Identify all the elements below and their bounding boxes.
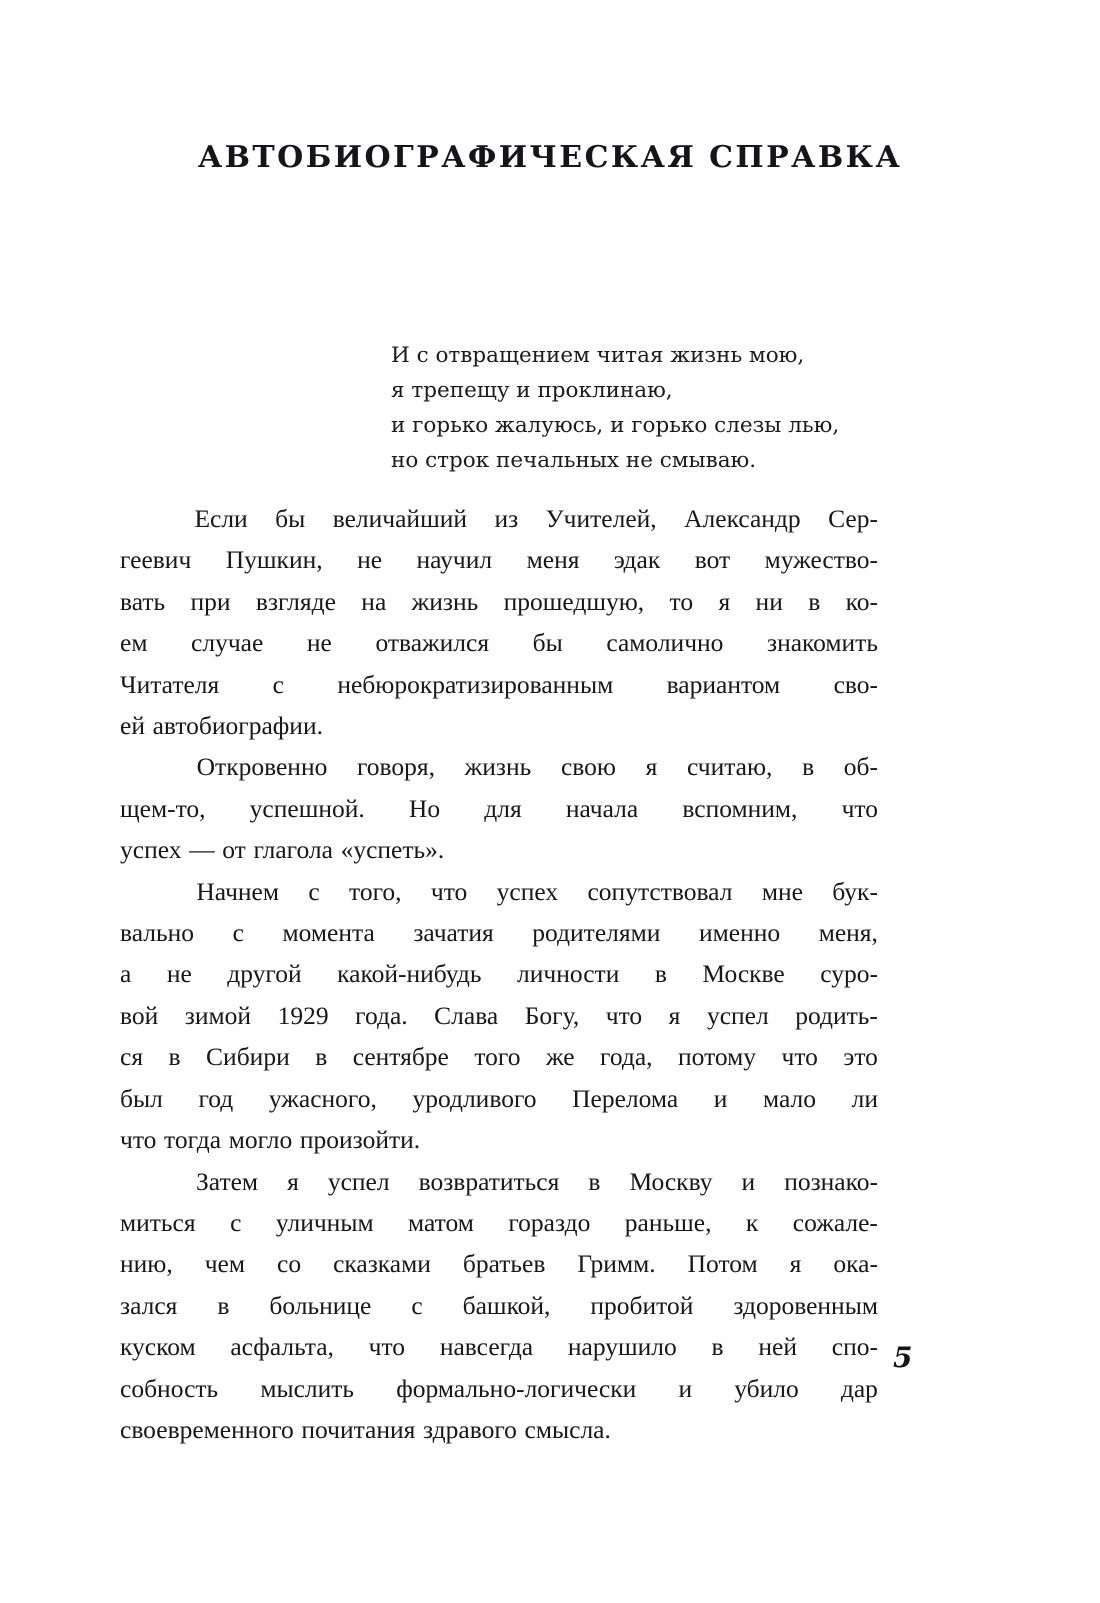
- word: не: [306, 628, 332, 658]
- word: дар: [840, 1373, 878, 1403]
- word: свою: [560, 752, 616, 782]
- word: я: [718, 586, 731, 616]
- word: Затем: [196, 1166, 259, 1196]
- word: в: [711, 1332, 724, 1362]
- word: бы: [532, 628, 563, 658]
- text-line: [120, 539, 878, 580]
- word: Откровенно: [196, 752, 328, 782]
- word: сентябре: [352, 1042, 449, 1072]
- word: в: [315, 1042, 328, 1072]
- paragraph: [120, 1161, 878, 1451]
- text-line: [120, 1326, 878, 1367]
- word: года,: [600, 1042, 653, 1072]
- word: при: [190, 586, 231, 616]
- word: родителями: [532, 918, 661, 948]
- word: спо-: [831, 1332, 878, 1362]
- word: взгляде: [255, 586, 336, 616]
- word: Александр: [684, 504, 801, 533]
- word: бы: [275, 504, 306, 533]
- word: год: [198, 1083, 234, 1113]
- word: гораздо: [508, 1207, 591, 1237]
- text-line: [120, 581, 878, 622]
- word: говоря,: [356, 752, 436, 782]
- word: познако-: [784, 1166, 878, 1196]
- word: что: [368, 1332, 406, 1362]
- word: асфальта,: [230, 1332, 334, 1362]
- word: на: [361, 586, 387, 616]
- word: зался: [120, 1290, 178, 1320]
- word: сожале-: [792, 1207, 878, 1237]
- word: убило: [734, 1373, 799, 1403]
- word: что: [605, 1000, 643, 1030]
- word: суро-: [820, 959, 878, 989]
- word: ли: [851, 1083, 878, 1113]
- word: нарушило: [567, 1332, 677, 1362]
- word: собность: [120, 1373, 219, 1403]
- word: бук-: [832, 876, 878, 906]
- epigraph-line: И с отвращением читая жизнь мою,: [391, 343, 805, 368]
- word: уродливого: [412, 1083, 537, 1113]
- word: вать: [120, 586, 166, 616]
- text-line: [120, 1119, 878, 1160]
- word: Начнем: [196, 876, 279, 906]
- word: матом: [408, 1207, 474, 1237]
- word: геевич: [120, 545, 192, 575]
- word: Потом: [687, 1249, 758, 1279]
- word: личности: [517, 959, 620, 989]
- word: для: [484, 793, 522, 823]
- paragraph: [120, 498, 878, 746]
- text-line: [120, 622, 878, 663]
- word: сво-: [833, 669, 878, 699]
- word: чем: [204, 1249, 245, 1279]
- word: эдак: [613, 545, 661, 575]
- word: смысла.: [524, 1414, 611, 1444]
- word: щем-то,: [120, 793, 206, 823]
- text-line: [120, 995, 878, 1036]
- word: сказками: [333, 1249, 431, 1279]
- word: своевременного: [120, 1414, 294, 1444]
- word: возвратиться: [418, 1166, 560, 1196]
- word: Слава: [434, 1000, 499, 1030]
- word: а: [120, 959, 132, 989]
- word: уличным: [275, 1207, 374, 1237]
- word: мало: [763, 1083, 817, 1113]
- word: зимой: [184, 1000, 252, 1030]
- word: вариантом: [666, 669, 781, 699]
- word: Сер-: [828, 504, 878, 533]
- word: произойти.: [299, 1125, 421, 1155]
- word: года.: [355, 1000, 408, 1030]
- text-line: [120, 1036, 878, 1077]
- word: ни: [755, 586, 783, 616]
- word: с: [272, 669, 284, 699]
- word: того,: [349, 876, 402, 906]
- word: успел: [327, 1166, 390, 1196]
- word: «успеть».: [340, 835, 445, 865]
- word: начала: [565, 793, 639, 823]
- text-line: [120, 1368, 878, 1409]
- word: к: [745, 1207, 759, 1237]
- word: того: [474, 1042, 521, 1072]
- text-line: [120, 1161, 878, 1202]
- word: тогда: [164, 1125, 222, 1155]
- word: момента: [282, 918, 375, 948]
- word: здоровенным: [733, 1290, 878, 1320]
- word: меня,: [818, 918, 878, 948]
- word: раньше,: [624, 1207, 712, 1237]
- word: с: [411, 1290, 423, 1320]
- word: Если: [194, 504, 248, 533]
- text-line: [120, 746, 878, 787]
- word: в: [802, 752, 815, 782]
- word: мыслить: [260, 1373, 355, 1403]
- word: вспомним,: [682, 793, 798, 823]
- word: меня: [526, 545, 580, 575]
- word: и: [678, 1373, 693, 1403]
- text-line: [120, 1243, 878, 1284]
- word: зачатия: [413, 918, 494, 948]
- word: и: [741, 1166, 756, 1196]
- word: какой-нибудь: [337, 959, 482, 989]
- word: прошедшую,: [503, 586, 645, 616]
- word: миться: [120, 1207, 196, 1237]
- word: небюрократизированным: [337, 669, 614, 699]
- word: с: [308, 876, 320, 906]
- word: успех: [120, 835, 182, 865]
- text-line: [120, 664, 878, 705]
- word: башкой,: [462, 1290, 551, 1320]
- word: автобиографии.: [152, 711, 323, 741]
- word: ока-: [833, 1249, 878, 1279]
- word: 1929: [277, 1000, 329, 1030]
- word: что: [841, 793, 878, 823]
- page-number: 5: [893, 1341, 913, 1374]
- word: жизнь: [411, 586, 479, 616]
- word: мужество-: [764, 545, 878, 575]
- word: потому: [678, 1042, 757, 1072]
- word: Сибири: [206, 1042, 290, 1072]
- word: глагола: [253, 835, 333, 865]
- word: самолично: [606, 628, 724, 658]
- word: ся: [120, 1042, 144, 1072]
- word: не: [357, 545, 383, 575]
- text-line: [120, 1409, 878, 1450]
- word: Учителей,: [545, 504, 657, 533]
- word: я: [668, 1000, 681, 1030]
- word: был: [120, 1083, 163, 1113]
- word: что: [430, 876, 468, 906]
- word: отважился: [375, 628, 490, 658]
- epigraph-line: и горько жалуюсь, и горько слезы лью,: [391, 413, 840, 438]
- text-line: [120, 1202, 878, 1243]
- text-line: [120, 829, 878, 870]
- word: вот: [694, 545, 731, 575]
- word: пробитой: [590, 1290, 694, 1320]
- word: жизнь: [464, 752, 532, 782]
- word: нию,: [120, 1249, 173, 1279]
- word: —: [189, 835, 215, 865]
- page-title: АВТОБИОГРАФИЧЕСКАЯ СПРАВКА: [197, 140, 903, 175]
- word: Гримм.: [577, 1249, 656, 1279]
- word: не: [166, 959, 192, 989]
- word: именно: [698, 918, 781, 948]
- word: с: [232, 918, 244, 948]
- word: Богу,: [524, 1000, 580, 1030]
- word: же: [545, 1042, 575, 1072]
- word: вально: [120, 918, 194, 948]
- word: могло: [228, 1125, 293, 1155]
- word: Перелома: [572, 1083, 679, 1113]
- word: то: [669, 586, 694, 616]
- word: навсегда: [439, 1332, 534, 1362]
- word: здравого: [423, 1414, 517, 1444]
- word: в: [168, 1042, 181, 1072]
- word: я: [789, 1249, 802, 1279]
- word: в: [654, 959, 667, 989]
- text-line: [120, 871, 878, 912]
- text-line: [120, 498, 878, 539]
- word: сопутствовал: [587, 876, 733, 906]
- word: Пушкин,: [225, 545, 323, 575]
- word: ей: [120, 711, 145, 741]
- word: научил: [416, 545, 493, 575]
- word: мне: [761, 876, 803, 906]
- text-line: [120, 912, 878, 953]
- word: ем: [120, 628, 148, 658]
- paragraph: [120, 871, 878, 1161]
- word: Москву: [629, 1166, 713, 1196]
- word: что: [781, 1042, 818, 1072]
- epigraph-line: но строк печальных не смываю.: [391, 448, 757, 473]
- word: успех: [496, 876, 559, 906]
- word: Но: [408, 793, 441, 823]
- text-line: [120, 953, 878, 994]
- word: величайший: [332, 504, 468, 533]
- word: из: [494, 504, 519, 533]
- word: успел: [706, 1000, 769, 1030]
- word: в: [808, 586, 821, 616]
- word: это: [843, 1042, 878, 1072]
- word: с: [230, 1207, 242, 1237]
- word: знакомить: [767, 628, 878, 658]
- body-text: [120, 498, 878, 1450]
- word: я: [287, 1166, 299, 1196]
- word: и: [713, 1083, 728, 1113]
- word: куском: [120, 1332, 196, 1362]
- epigraph: [391, 338, 891, 478]
- text-line: [120, 1078, 878, 1119]
- word: ней: [758, 1332, 797, 1362]
- word: считаю,: [686, 752, 773, 782]
- word: в: [217, 1290, 230, 1320]
- text-line: [120, 705, 878, 746]
- word: в: [588, 1166, 601, 1196]
- word: ужасного,: [268, 1083, 377, 1113]
- word: от: [222, 835, 246, 865]
- word: Читателя: [120, 669, 220, 699]
- word: Москве: [702, 959, 785, 989]
- word: братьев: [462, 1249, 546, 1279]
- paragraph: [120, 746, 878, 870]
- word: ко-: [845, 586, 878, 616]
- word: больнице: [269, 1290, 372, 1320]
- word: вой: [120, 1000, 159, 1030]
- word: со: [277, 1249, 302, 1279]
- word: об-: [843, 752, 878, 782]
- text-line: [120, 788, 878, 829]
- word: родить-: [795, 1000, 878, 1030]
- word: формально-логически: [396, 1373, 637, 1403]
- word: я: [645, 752, 658, 782]
- text-line: [120, 1285, 878, 1326]
- word: что: [120, 1125, 157, 1155]
- word: случае: [191, 628, 264, 658]
- word: почитания: [301, 1414, 416, 1444]
- word: успешной.: [249, 793, 365, 823]
- word: другой: [227, 959, 302, 989]
- epigraph-line: я трепещу и проклинаю,: [391, 378, 673, 403]
